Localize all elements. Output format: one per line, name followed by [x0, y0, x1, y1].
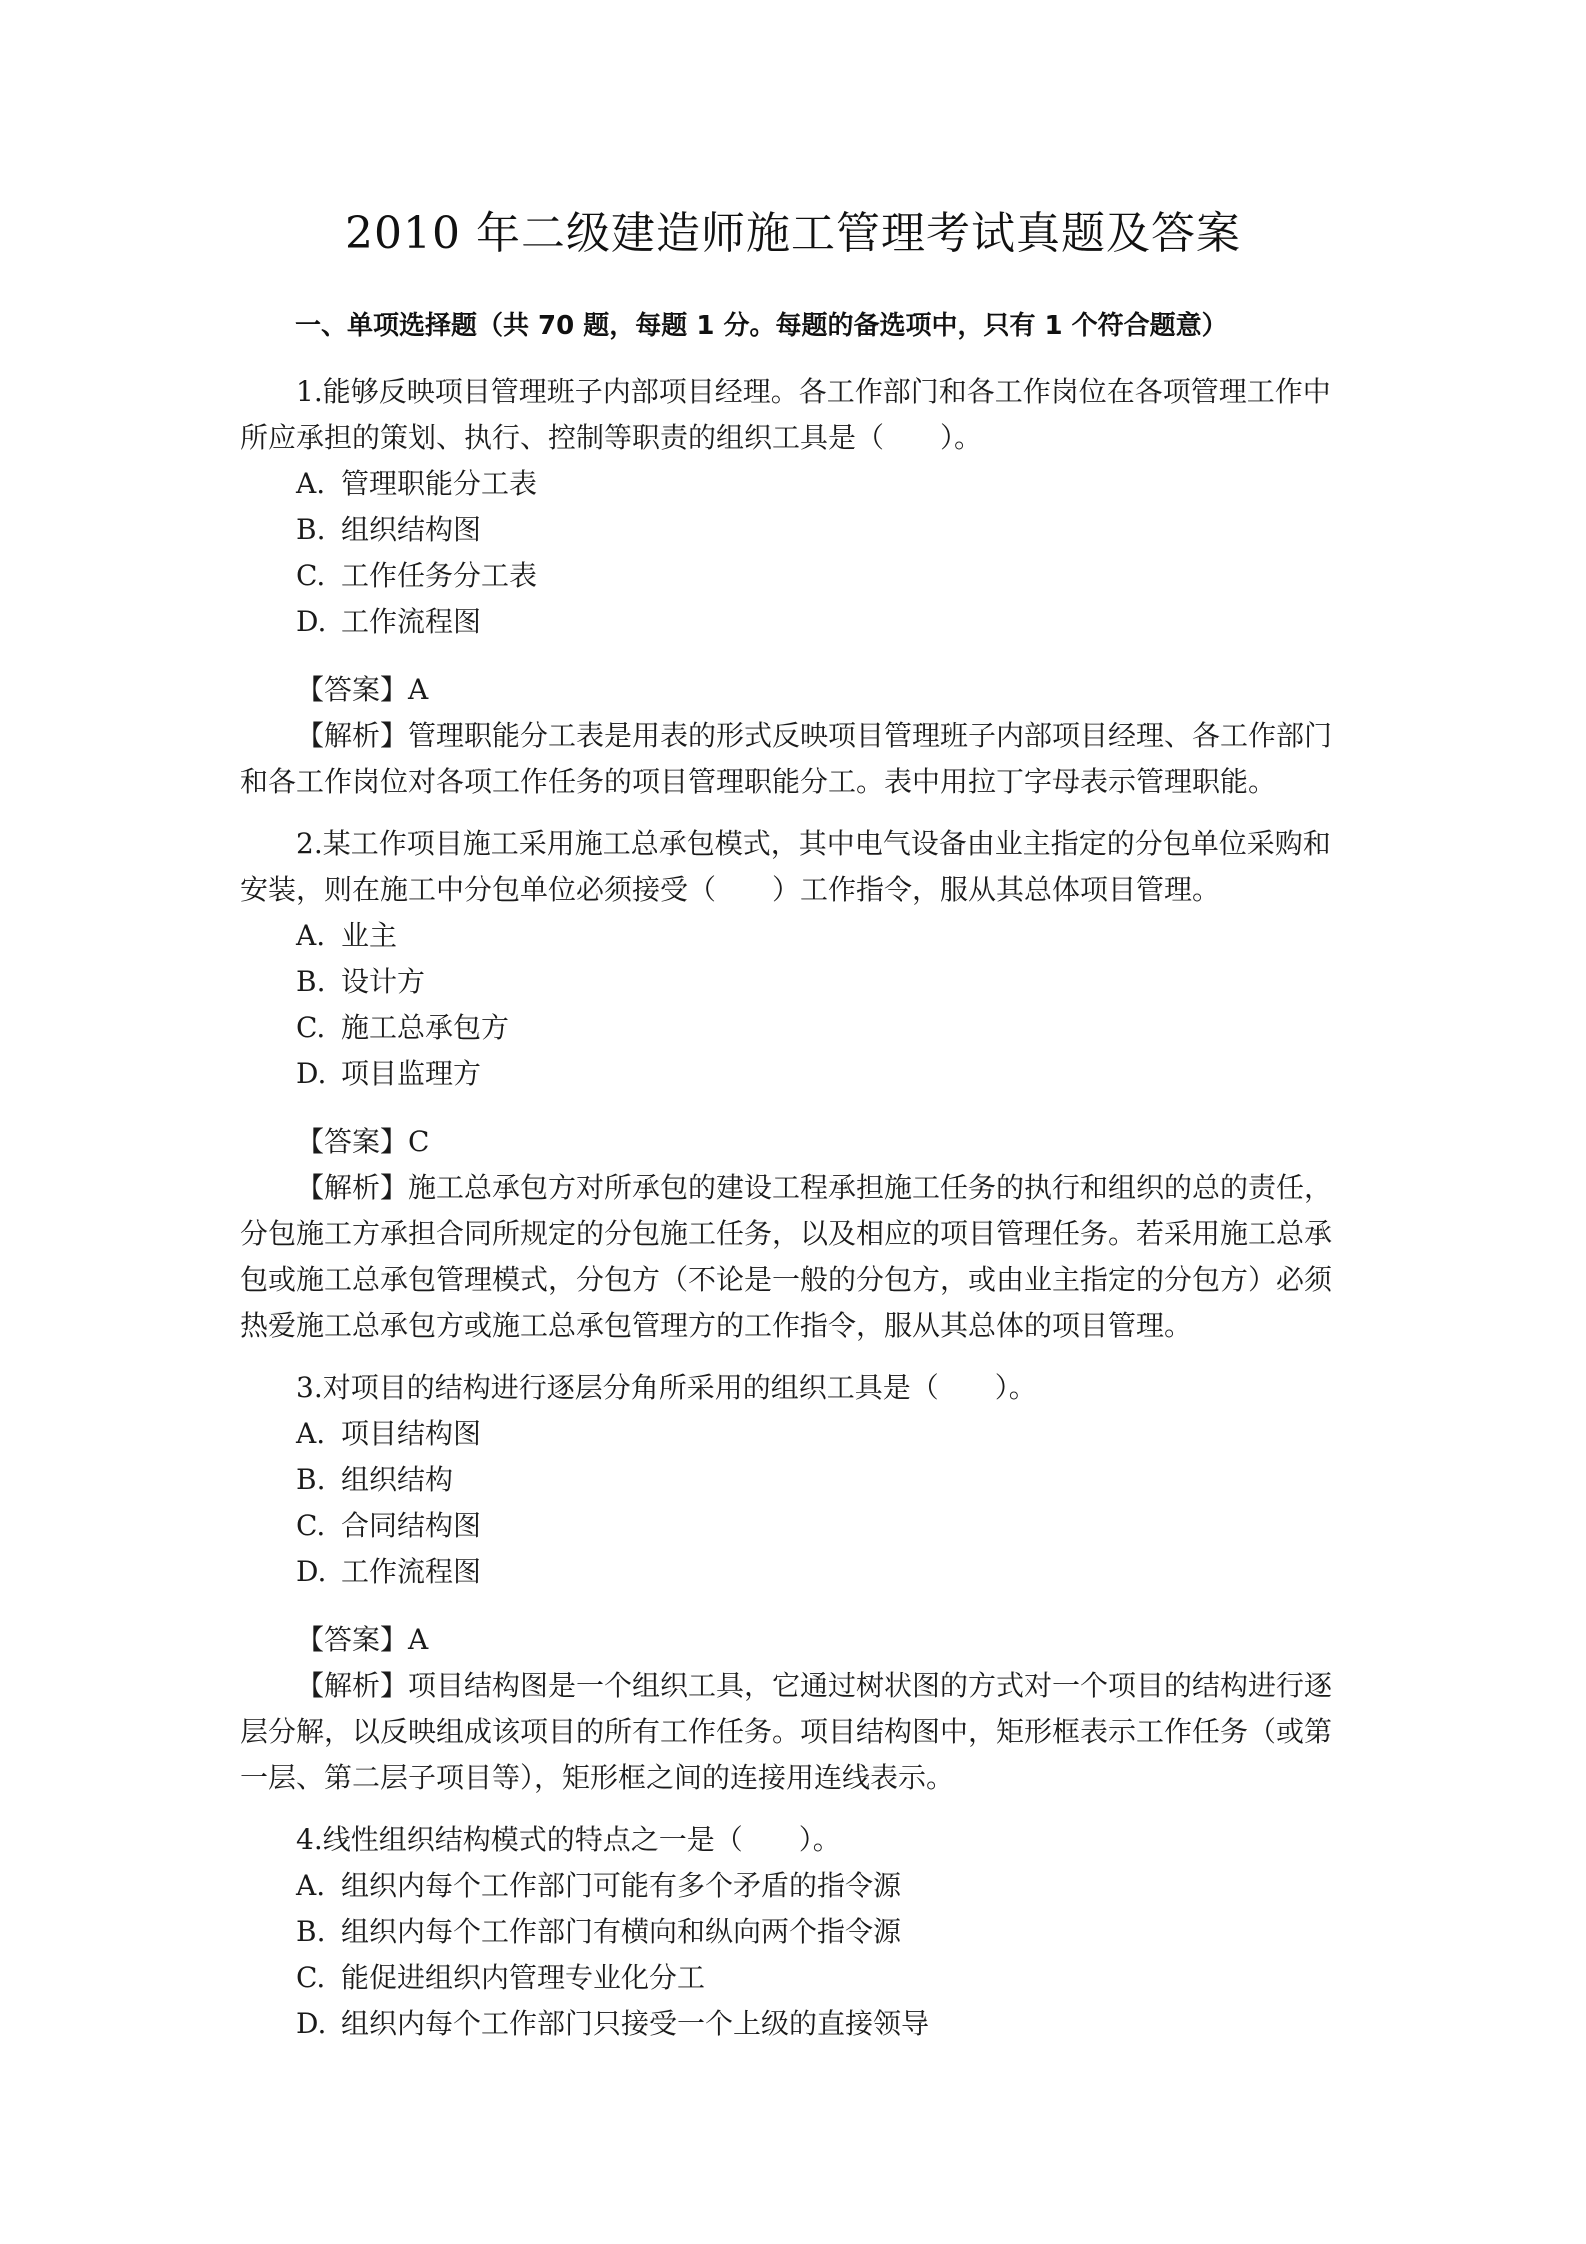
analysis-label: 【解析】 — [296, 1171, 409, 1204]
option-d — [240, 2001, 1350, 2047]
option-letter: D. — [296, 2007, 327, 2040]
answer-block — [240, 1119, 1350, 1349]
option-letter: A. — [296, 1869, 326, 1902]
option-text: 项目结构图 — [341, 1417, 482, 1450]
option-letter: D. — [296, 1555, 327, 1588]
option-c — [240, 1955, 1350, 2001]
question-3 — [240, 1365, 1350, 1801]
option-letter: C. — [296, 1011, 326, 1044]
option-letter: D. — [296, 1057, 327, 1090]
option-b — [240, 1909, 1350, 1955]
option-text: 施工总承包方 — [341, 1011, 510, 1044]
option-letter: C. — [296, 1509, 326, 1542]
option-text: 组织内每个工作部门可能有多个矛盾的指令源 — [341, 1869, 902, 1902]
analysis-text: 项目结构图是一个组织工具，它通过树状图的方式对一个项目的结构进行逐层分解，以反映组成该项目的所有工作任务。项目结构图中，矩形框表示工作任务（或第一层、第二层子项目等），矩形框之间的连接用连线表示。 — [240, 1669, 1333, 1794]
answer-line — [240, 1119, 1350, 1165]
answer-value: A — [408, 673, 429, 706]
option-text: 工作流程图 — [341, 1555, 482, 1588]
option-text: 工作流程图 — [341, 605, 482, 638]
question-1 — [240, 369, 1350, 805]
option-d — [240, 1549, 1350, 1595]
option-text: 组织内每个工作部门有横向和纵向两个指令源 — [341, 1915, 902, 1948]
analysis-line — [240, 713, 1350, 805]
option-text: 组织结构 — [341, 1463, 454, 1496]
option-text: 合同结构图 — [341, 1509, 482, 1542]
question-stem: 2.某工作项目施工采用施工总承包模式，其中电气设备由业主指定的分包单位采购和安装，则在施工中分包单位必须接受（ ）工作指令，服从其总体项目管理。 — [240, 827, 1331, 906]
question-2 — [240, 821, 1350, 1349]
option-letter: D. — [296, 605, 327, 638]
option-c — [240, 553, 1350, 599]
analysis-line — [240, 1663, 1350, 1801]
option-c — [240, 1503, 1350, 1549]
option-a — [240, 461, 1350, 507]
option-letter: B. — [296, 965, 326, 998]
analysis-line — [240, 1165, 1350, 1349]
question-stem: 1.能够反映项目管理班子内部项目经理。各工作部门和各工作岗位在各项管理工作中所应承担的策划、执行、控制等职责的组织工具是（ ）。 — [240, 375, 1331, 454]
analysis-text: 管理职能分工表是用表的形式反映项目管理班子内部项目经理、各工作部门和各工作岗位对各项工作任务的项目管理职能分工。表中用拉丁字母表示管理职能。 — [240, 719, 1333, 798]
option-letter: B. — [296, 1463, 326, 1496]
answer-line — [240, 667, 1350, 713]
analysis-text: 施工总承包方对所承包的建设工程承担施工任务的执行和组织的总的责任，分包施工方承担合同所规定的分包施工任务，以及相应的项目管理任务。若采用施工总承包或施工总承包管理模式，分包方（不论是一般的分包方，或由业主指定的分包方）必须热爱施工总承包方或施工总承包管理方的工作指令，服从其总体的项目管理。 — [240, 1171, 1333, 1342]
option-text: 组织结构图 — [341, 513, 482, 546]
option-c — [240, 1005, 1350, 1051]
option-d — [240, 1051, 1350, 1097]
document-title: 2010 年二级建造师施工管理考试真题及答案 — [345, 208, 1241, 259]
option-a — [240, 913, 1350, 959]
answer-label: 【答案】 — [296, 673, 409, 706]
option-letter: C. — [296, 1961, 326, 1994]
option-a — [240, 1411, 1350, 1457]
option-b — [240, 959, 1350, 1005]
question-list — [240, 369, 1350, 2047]
answer-block — [240, 1617, 1350, 1801]
option-text: 管理职能分工表 — [341, 467, 538, 500]
answer-line — [240, 1617, 1350, 1663]
question-stem: 4.线性组织结构模式的特点之一是（ ）。 — [296, 1823, 841, 1856]
option-b — [240, 507, 1350, 553]
option-d — [240, 599, 1350, 645]
option-letter: A. — [296, 467, 326, 500]
question-4 — [240, 1817, 1350, 2047]
section-heading: 一、单项选择题（共 70 题，每题 1 分。每题的备选项中，只有 1 个符合题意） — [295, 311, 1228, 341]
answer-label: 【答案】 — [296, 1125, 409, 1158]
answer-block — [240, 667, 1350, 805]
answer-label: 【答案】 — [296, 1623, 409, 1656]
option-text: 业主 — [341, 919, 398, 952]
option-text: 组织内每个工作部门只接受一个上级的直接领导 — [341, 2007, 930, 2040]
option-b — [240, 1457, 1350, 1503]
option-letter: B. — [296, 1915, 326, 1948]
analysis-label: 【解析】 — [296, 719, 409, 752]
option-a — [240, 1863, 1350, 1909]
option-text: 能促进组织内管理专业化分工 — [341, 1961, 706, 1994]
option-text: 工作任务分工表 — [341, 559, 538, 592]
option-letter: A. — [296, 1417, 326, 1450]
analysis-label: 【解析】 — [296, 1669, 409, 1702]
answer-value: A — [408, 1623, 429, 1656]
option-text: 项目监理方 — [341, 1057, 482, 1090]
option-text: 设计方 — [341, 965, 426, 998]
answer-value: C — [408, 1125, 430, 1158]
option-letter: C. — [296, 559, 326, 592]
option-letter: B. — [296, 513, 326, 546]
option-letter: A. — [296, 919, 326, 952]
question-stem: 3.对项目的结构进行逐层分角所采用的组织工具是（ ）。 — [296, 1371, 1037, 1404]
